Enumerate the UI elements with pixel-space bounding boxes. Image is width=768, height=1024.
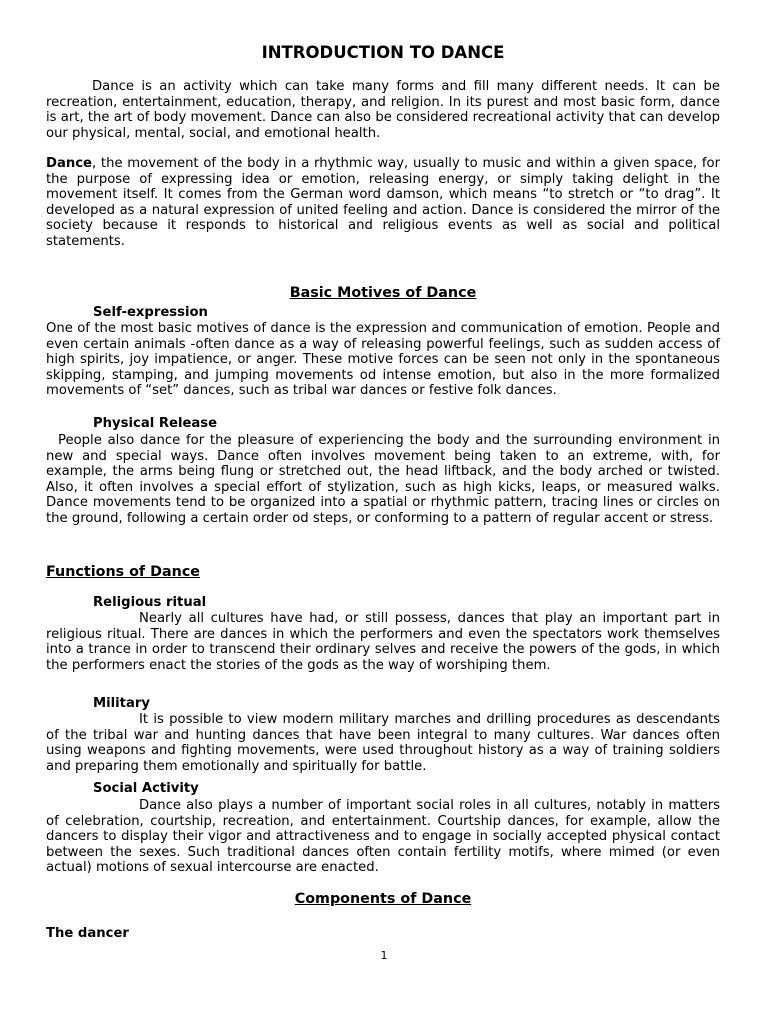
military-text: It is possible to view modern military marches and drilling procedures as descendants of the tribal war and hunting dances that have been integral to many cultures. War dances often using weapons and fighting movements, were used throughout history as a way of training soldiers and preparing them emotionally and spiritually for battle. [46, 712, 720, 774]
document-title: INTRODUCTION TO DANCE [261, 43, 505, 62]
social-activity-text: Dance also plays a number of important social roles in all cultures, notably in matters of celebration, courtship, recreation, and entertainment. Courtship dances, for example, allow the dancers to display their vigor and attractiveness and to engage in socially accepted physical contact between the sexes. Such traditional dances often contain fertility motifs, where mimed (or even actual) motions of sexual intercourse are enacted. [46, 798, 720, 876]
religious-ritual-label: Religious ritual [93, 595, 207, 610]
physical-release-text: People also dance for the pleasure of experiencing the body and the surrounding environment in new and special ways. Dance often involves movement being taken to an extreme, with, for example, the arms being flung or stretched out, the head liftback, and the body arched or twisted. Also, it often involves a special effort of stylization, such as high kicks, leaps, or measured walks. Dance movements tend to be organized into a spatial or rhythmic pattern, tracing lines or circles on the ground, following a certain order od steps, or conforming to a pattern of regular accent or stress. [46, 433, 720, 526]
intro-paragraph-1: Dance is an activity which can take many forms and fill many different needs. It can be recreation, entertainment, education, therapy, and religion. In its purest and most basic form, dance is art, the art of body movement. Dance can also be considered recreational activity that can develop our physical, mental, social, and emotional health. [46, 79, 720, 141]
functions-heading: Functions of Dance [46, 564, 200, 580]
intro-paragraph-2 [46, 156, 720, 250]
self-expression-label: Self-expression [93, 305, 208, 320]
social-activity-label: Social Activity [93, 781, 199, 796]
military-label: Military [93, 696, 150, 711]
components-heading: Components of Dance [294, 891, 472, 907]
religious-ritual-text: Nearly all cultures have had, or still possess, dances that play an important part in religious ritual. There are dances in which the performers and even the spectators work themselves into a trance in order to transcend their ordinary selves and receive the powers of the gods, in which the performers enact the stories of the gods as the way of worshiping them. [46, 611, 720, 673]
physical-release-label: Physical Release [93, 416, 218, 431]
motives-heading: Basic Motives of Dance [289, 285, 477, 301]
dance-term: Dance [46, 156, 92, 171]
the-dancer-label: The dancer [46, 926, 129, 941]
page-number: 1 [380, 949, 388, 962]
self-expression-text: One of the most basic motives of dance is the expression and communication of emotion. People and even certain animals -often dance as a way of releasing powerful feelings, such as sudden access of high spirits, joy impatience, or anger. These motive forces can be seen not only in the spontaneous skipping, stamping, and jumping movements od intense emotion, but also in the more formalized movements of “set” dances, such as tribal war dances or festive folk dances. [46, 321, 720, 399]
dance-definition: , the movement of the body in a rhythmic way, usually to music and within a given space, for the purpose of expressing idea or emotion, releasing energy, or simply taking delight in the movement itself. It comes from the German word damson, which means “to stretch or “to drag”. It developed as a natural expression of united feeling and action. Dance is considered the mirror of the society because it responds to historical and religious events as well as social and political statements. [46, 156, 720, 249]
